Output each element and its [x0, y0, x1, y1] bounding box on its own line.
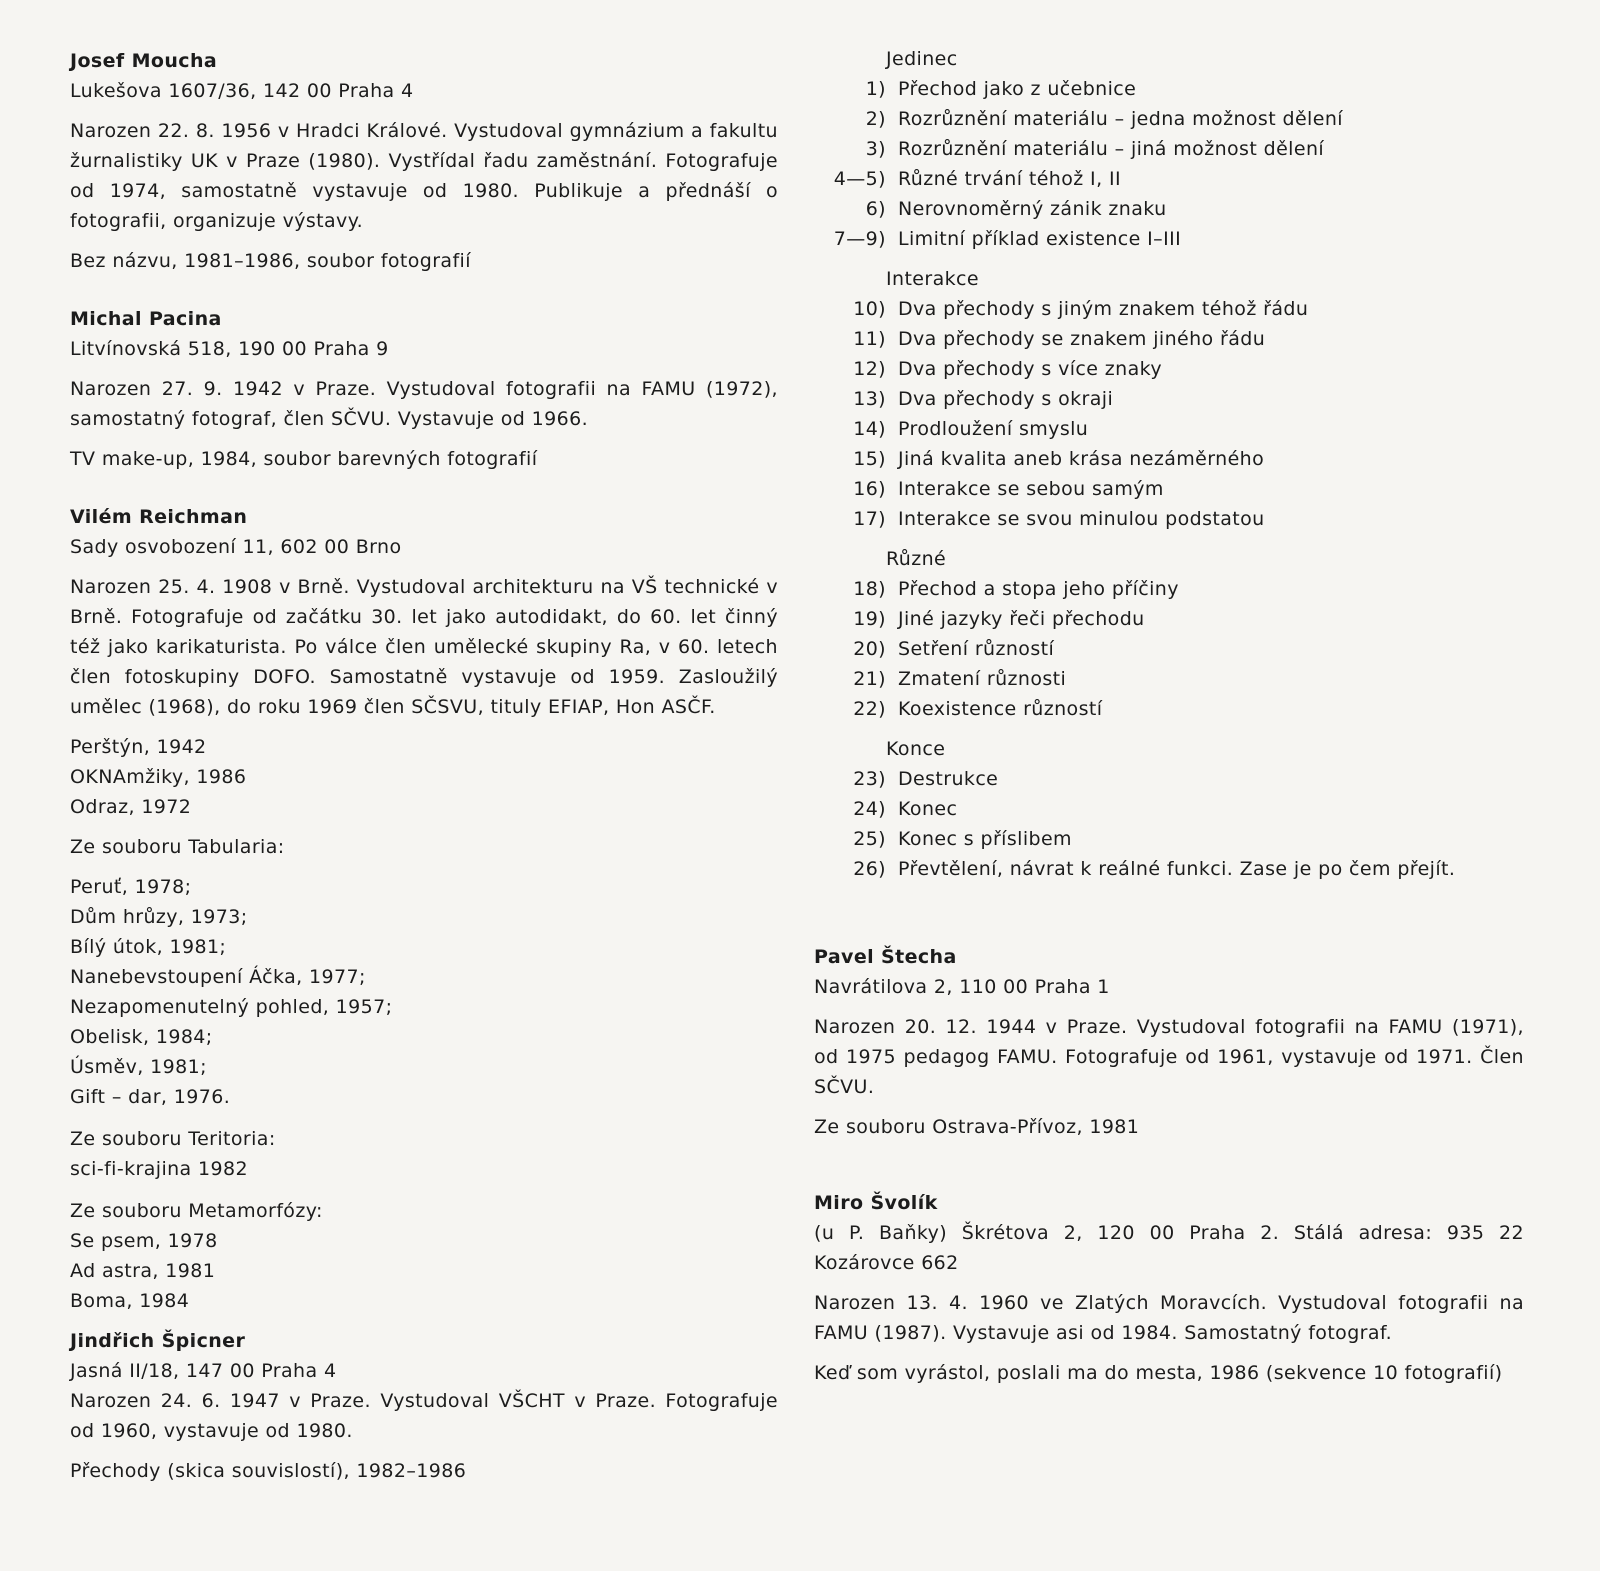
list-item: [814, 634, 1524, 664]
item-text: Dva přechody s okraji: [898, 388, 1114, 410]
bio-josef-moucha: [70, 46, 778, 276]
item-number: 3): [865, 138, 886, 160]
item-number: 26): [853, 858, 886, 880]
section-heading: Různé: [886, 548, 947, 570]
author-address: Litvínovská 518, 190 00 Praha 9: [70, 338, 389, 360]
author-name: Jindřich Špicner: [70, 1330, 246, 1352]
author-name: Pavel Štecha: [814, 946, 957, 968]
item-number: 11): [853, 328, 886, 350]
work-item: Ad astra, 1981: [70, 1260, 216, 1282]
section-interakce: [814, 264, 1524, 534]
list-item: [814, 74, 1524, 104]
item-text: Koexistence růzností: [898, 698, 1103, 720]
item-number: 12): [853, 358, 886, 380]
item-text: Jiná kvalita aneb krása nezáměrného: [898, 448, 1265, 470]
list-item: [814, 694, 1524, 724]
section-heading: Konce: [886, 738, 946, 760]
work-item: Bílý útok, 1981;: [70, 936, 227, 958]
work-item: Peruť, 1978;: [70, 876, 192, 898]
list-item: [814, 354, 1524, 384]
item-number: 18): [853, 578, 886, 600]
author-bio: Narozen 13. 4. 1960 ve Zlatých Moravcích. Vystudoval fotografii na FAMU (1987). Vystavuje asi od 1984. Samostatný fotograf.: [814, 1292, 1524, 1344]
list-item: [814, 474, 1524, 504]
author-name: Josef Moucha: [70, 50, 218, 72]
author-work: Přechody (skica souvislostí), 1982–1986: [70, 1460, 467, 1482]
author-address: Lukešova 1607/36, 142 00 Praha 4: [70, 80, 414, 102]
author-bio: Narozen 25. 4. 1908 v Brně. Vystudoval architekturu na VŠ technické v Brně. Fotografuje od začátku 30. let jako autodidakt, do 60. let činný též jako karikaturista. Po válce člen umělecké skupiny Ra, v 60. letech člen fotoskupiny DOFO. Samostatně vystavuje od 1959. Zasloužilý umělec (1968), do roku 1969 člen SČSVU, tituly EFIAP, Hon ASČF.: [70, 576, 778, 718]
list-item: [814, 104, 1524, 134]
list-item: [814, 604, 1524, 634]
item-number: 24): [853, 798, 886, 820]
item-text: Jiné jazyky řeči přechodu: [898, 608, 1145, 630]
list-item: [814, 164, 1524, 194]
work-item: Gift – dar, 1976.: [70, 1086, 231, 1108]
author-address: Jasná II/18, 147 00 Praha 4: [70, 1360, 337, 1382]
metamorfozy-heading: Ze souboru Metamorfózy:: [70, 1200, 323, 1222]
list-item: [814, 664, 1524, 694]
author-address: Navrátilova 2, 110 00 Praha 1: [814, 976, 1110, 998]
work-item: Boma, 1984: [70, 1290, 190, 1312]
item-number: 22): [853, 698, 886, 720]
tabularia-list: [70, 872, 778, 1112]
author-bio: Narozen 22. 8. 1956 v Hradci Králové. Vystudoval gymnázium a fakultu žurnalistiky UK v Praze (1980). Vystřídal řadu zaměstnání. Fotografuje od 1974, samostatně vystavuje od 1980. Publikuje a přednáší o fotografii, organizuje výstavy.: [70, 120, 778, 232]
section-heading: Jedinec: [886, 48, 958, 70]
tabularia-heading: Ze souboru Tabularia:: [70, 836, 285, 858]
work-item: OKNAmžiky, 1986: [70, 766, 247, 788]
item-number: 4—5): [833, 168, 886, 190]
left-column: [70, 46, 778, 1486]
item-text: Různé trvání téhož I, II: [898, 168, 1121, 190]
item-number: 13): [853, 388, 886, 410]
item-text: Rozrůznění materiálu – jiná možnost dělení: [898, 138, 1325, 160]
item-number: 19): [853, 608, 886, 630]
right-column: [814, 44, 1524, 1388]
item-number: 7—9): [833, 228, 886, 250]
item-text: Dva přechody s více znaky: [898, 358, 1163, 380]
item-text: Prodloužení smyslu: [898, 418, 1089, 440]
item-number: 10): [853, 298, 886, 320]
work-item: Nezapomenutelný pohled, 1957;: [70, 996, 393, 1018]
bio-jindrich-spicner: [70, 1326, 778, 1486]
list-item: [814, 854, 1524, 884]
item-number: 25): [853, 828, 886, 850]
item-number: 15): [853, 448, 886, 470]
sequence-list: [814, 294, 1524, 534]
list-item: [814, 794, 1524, 824]
list-item: [814, 574, 1524, 604]
work-item: Dům hrůzy, 1973;: [70, 906, 248, 928]
section-heading: Interakce: [886, 268, 979, 290]
work-item: Obelisk, 1984;: [70, 1026, 213, 1048]
author-bio: Narozen 24. 6. 1947 v Praze. Vystudoval VŠCHT v Praze. Fotografuje od 1960, vystavuje od 1980.: [70, 1390, 778, 1442]
item-number: 17): [853, 508, 886, 530]
list-item: [814, 764, 1524, 794]
author-work: Keď som vyrástol, poslali ma do mesta, 1986 (sekvence 10 fotografií): [814, 1362, 1503, 1384]
sequence-list: [814, 74, 1524, 254]
item-number: 21): [853, 668, 886, 690]
author-work: TV make-up, 1984, soubor barevných fotografií: [70, 448, 538, 470]
section-konce: [814, 734, 1524, 884]
work-item: Odraz, 1972: [70, 796, 192, 818]
item-number: 23): [853, 768, 886, 790]
item-text: Interakce se sebou samým: [898, 478, 1164, 500]
item-number: 1): [865, 78, 886, 100]
list-item: [814, 194, 1524, 224]
work-item: Nanebevstoupení Áčka, 1977;: [70, 966, 366, 988]
item-text: Interakce se svou minulou podstatou: [898, 508, 1265, 530]
author-work: Bez názvu, 1981–1986, soubor fotografií: [70, 250, 471, 272]
author-name: Michal Pacina: [70, 308, 222, 330]
item-text: Rozrůznění materiálu – jedna možnost dělení: [898, 108, 1343, 130]
work-item: sci-fi-krajina 1982: [70, 1158, 248, 1180]
list-item: [814, 294, 1524, 324]
author-bio: Narozen 27. 9. 1942 v Praze. Vystudoval fotografii na FAMU (1972), samostatný fotograf, člen SČVU. Vystavuje od 1966.: [70, 378, 778, 430]
list-item: [814, 414, 1524, 444]
list-item: [814, 134, 1524, 164]
work-item: Perštýn, 1942: [70, 736, 207, 758]
item-text: Dva přechody se znakem jiného řádu: [898, 328, 1266, 350]
author-work: Ze souboru Ostrava-Přívoz, 1981: [814, 1116, 1140, 1138]
sequence-list: [814, 574, 1524, 724]
item-text: Převtělení, návrat k reálné funkci. Zase je po čem přejít.: [898, 858, 1456, 880]
author-address: Sady osvobození 11, 602 00 Brno: [70, 536, 402, 558]
section-ruzne: [814, 544, 1524, 724]
works-list: [70, 732, 778, 822]
author-name: Vilém Reichman: [70, 506, 248, 528]
author-name: Miro Švolík: [814, 1192, 938, 1214]
bio-pavel-stecha: [814, 942, 1524, 1142]
list-item: [814, 444, 1524, 474]
item-text: Destrukce: [898, 768, 999, 790]
item-number: 20): [853, 638, 886, 660]
bio-michal-pacina: [70, 304, 778, 474]
item-text: Konec: [898, 798, 958, 820]
author-bio: Narozen 20. 12. 1944 v Praze. Vystudoval fotografii na FAMU (1971), od 1975 pedagog FAMU. Fotografuje od 1961, vystavuje od 1971. Člen SČVU.: [814, 1016, 1524, 1098]
item-text: Konec s příslibem: [898, 828, 1072, 850]
item-text: Přechod jako z učebnice: [898, 78, 1137, 100]
work-item: Se psem, 1978: [70, 1230, 218, 1252]
bio-miro-svolik: [814, 1188, 1524, 1388]
list-item: [814, 384, 1524, 414]
item-text: Nerovnoměrný zánik znaku: [898, 198, 1167, 220]
item-text: Setření růzností: [898, 638, 1055, 660]
work-item: Úsměv, 1981;: [70, 1056, 207, 1078]
list-item: [814, 824, 1524, 854]
sequence-list: [814, 764, 1524, 884]
item-number: 6): [865, 198, 886, 220]
item-text: Zmatení různosti: [898, 668, 1067, 690]
teritoria-heading: Ze souboru Teritoria:: [70, 1128, 276, 1150]
list-item: [814, 504, 1524, 534]
list-item: [814, 324, 1524, 354]
author-address: (u P. Baňky) Škrétova 2, 120 00 Praha 2. Stálá adresa: 935 22 Kozárovce 662: [814, 1222, 1524, 1274]
item-text: Limitní příklad existence I–III: [898, 228, 1182, 250]
list-item: [814, 224, 1524, 254]
bio-vilem-reichman: [70, 502, 778, 1316]
item-number: 14): [853, 418, 886, 440]
section-jedinec: [814, 44, 1524, 254]
item-number: 16): [853, 478, 886, 500]
item-number: 2): [865, 108, 886, 130]
item-text: Přechod a stopa jeho příčiny: [898, 578, 1179, 600]
item-text: Dva přechody s jiným znakem téhož řádu: [898, 298, 1309, 320]
